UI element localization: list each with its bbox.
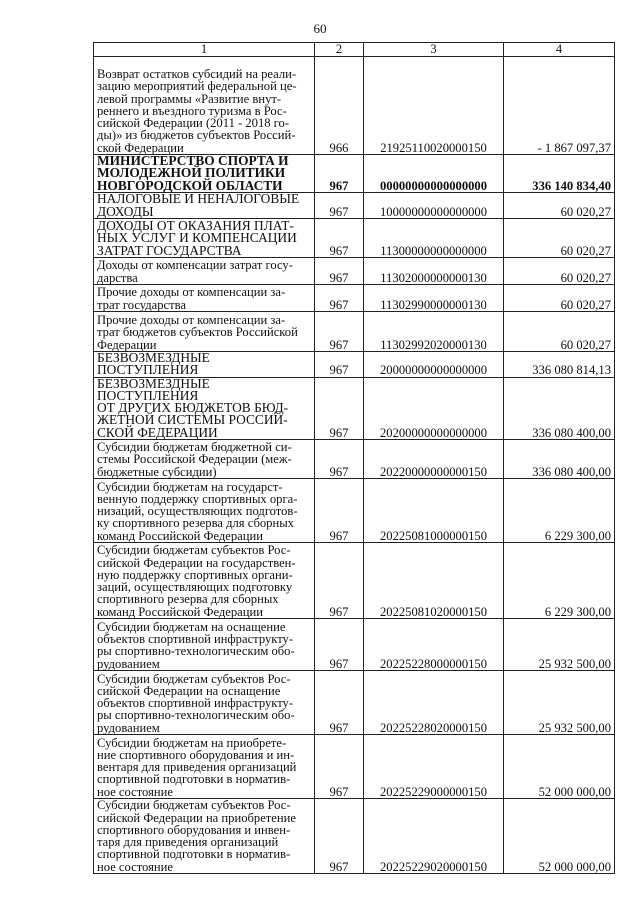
row-admin-code: 967 — [315, 258, 364, 285]
row-admin-code: 967 — [315, 735, 364, 799]
row-kbk-code: 20000000000000000 — [364, 352, 504, 378]
header-col-2: 2 — [315, 43, 364, 57]
table-header-row — [94, 43, 615, 57]
row-amount: 60 020,27 — [504, 193, 615, 219]
row-amount: 60 020,27 — [504, 312, 615, 352]
table-row — [94, 193, 615, 219]
row-kbk-code: 10000000000000000 — [364, 193, 504, 219]
row-amount: 60 020,27 — [504, 285, 615, 312]
row-name: Прочие доходы от компенсации за- трат бюджетов субъектов Российской Федерации — [97, 313, 298, 352]
row-admin-code: 966 — [315, 57, 364, 155]
table-row — [94, 543, 615, 619]
row-admin-code: 967 — [315, 543, 364, 619]
row-name: МИНИСТЕРСТВО СПОРТА И МОЛОДЕЖНОЙ ПОЛИТИКИ НОВГОРОДСКОЙ ОБЛАСТИ — [97, 153, 289, 193]
table-row — [94, 352, 615, 378]
row-kbk-code: 21925110020000150 — [364, 57, 504, 155]
table-row — [94, 285, 615, 312]
row-name: ДОХОДЫ ОТ ОКАЗАНИЯ ПЛАТ- НЫХ УСЛУГ И КОМПЕНСАЦИИ ЗАТРАТ ГОСУДАРСТВА — [97, 218, 297, 258]
row-name: НАЛОГОВЫЕ И НЕНАЛОГОВЫЕ ДОХОДЫ — [97, 191, 300, 219]
row-kbk-code: 11300000000000000 — [364, 219, 504, 258]
row-kbk-code: 11302990000000130 — [364, 285, 504, 312]
row-admin-code: 967 — [315, 312, 364, 352]
row-name: Субсидии бюджетам на государст- венную поддержку спортивных орга- низаций, осуществляющих подготов- ку спортивного резерва для сборных команд Российской Федерации — [97, 479, 298, 543]
row-name: Субсидии бюджетам на приобрете- ние спортивного оборудования и ин- вентаря для приведения организаций спортивной подготовки в норматив- ное состояние — [97, 735, 297, 799]
row-kbk-code: 11302000000000130 — [364, 258, 504, 285]
row-amount: 60 020,27 — [504, 258, 615, 285]
table-row — [94, 479, 615, 543]
table-row — [94, 799, 615, 874]
table-row — [94, 312, 615, 352]
row-admin-code: 967 — [315, 352, 364, 378]
row-kbk-code: 20225081020000150 — [364, 543, 504, 619]
row-amount: 336 140 834,40 — [504, 155, 615, 193]
row-amount: 60 020,27 — [504, 219, 615, 258]
row-kbk-code: 20225228020000150 — [364, 671, 504, 735]
header-col-1: 1 — [94, 43, 315, 57]
row-name: БЕЗВОЗМЕЗДНЫЕ ПОСТУПЛЕНИЯ — [97, 350, 210, 378]
row-admin-code: 967 — [315, 479, 364, 543]
row-name: Субсидии бюджетам субъектов Рос- сийской Федерации на оснащение объектов спортивной инфраструкту- ры спортивно-технологическим обо- рудованием — [97, 671, 295, 735]
row-amount: 336 080 400,00 — [504, 440, 615, 479]
row-name: БЕЗВОЗМЕЗДНЫЕ ПОСТУПЛЕНИЯ ОТ ДРУГИХ БЮДЖЕТОВ БЮД- ЖЕТНОЙ СИСТЕМЫ РОССИЙ- СКОЙ ФЕДЕРАЦИИ — [97, 375, 289, 440]
row-kbk-code: 11302992020000130 — [364, 312, 504, 352]
row-name: Прочие доходы от компенсации за- трат государства — [97, 285, 286, 312]
header-col-4: 4 — [504, 43, 615, 57]
row-kbk-code: 00000000000000000 — [364, 155, 504, 193]
row-name: Доходы от компенсации затрат госу- дарства — [97, 258, 293, 285]
table-row — [94, 57, 615, 155]
row-amount: 6 229 300,00 — [504, 479, 615, 543]
table-row — [94, 735, 615, 799]
row-kbk-code: 20225228000000150 — [364, 619, 504, 671]
row-name: Возврат остатков субсидий на реали- зацию мероприятий федеральной це- левой программы «Развитие внут- реннего и въездного туризма в Рос- сийской Федерации (2011 - 2018 го- ды)» из бюджетов субъектов Россий- ской Федерации — [97, 66, 297, 155]
row-kbk-code: 20200000000000000 — [364, 377, 504, 439]
row-admin-code: 967 — [315, 671, 364, 735]
row-admin-code: 967 — [315, 155, 364, 193]
row-admin-code: 967 — [315, 219, 364, 258]
header-col-3: 3 — [364, 43, 504, 57]
row-name: Субсидии бюджетам субъектов Рос- сийской Федерации на приобретение спортивного оборудования и инвен- таря для приведения организаций спортивной подготовки в норматив- ное состояние — [97, 798, 296, 874]
row-kbk-code: 20225229020000150 — [364, 799, 504, 874]
table-row — [94, 671, 615, 735]
row-name: Субсидии бюджетам на оснащение объектов спортивной инфраструкту- ры спортивно-технологическим обо- рудованием — [97, 619, 295, 671]
row-admin-code: 967 — [315, 619, 364, 671]
table-row — [94, 377, 615, 439]
row-admin-code: 967 — [315, 377, 364, 439]
row-amount: - 1 867 097,37 — [504, 57, 615, 155]
row-amount: 52 000 000,00 — [504, 799, 615, 874]
row-admin-code: 967 — [315, 285, 364, 312]
table-row — [94, 619, 615, 671]
table-row — [94, 440, 615, 479]
budget-revenue-table — [93, 42, 615, 874]
row-kbk-code: 20225229000000150 — [364, 735, 504, 799]
row-kbk-code: 20220000000000150 — [364, 440, 504, 479]
row-name: Субсидии бюджетам бюджетной си- стемы Российской Федерации (меж- бюджетные субсидии) — [97, 440, 292, 479]
row-admin-code: 967 — [315, 193, 364, 219]
table-row — [94, 258, 615, 285]
row-admin-code: 967 — [315, 440, 364, 479]
table-row — [94, 219, 615, 258]
row-amount: 336 080 814,13 — [504, 352, 615, 378]
row-amount: 25 932 500,00 — [504, 671, 615, 735]
table-row — [94, 155, 615, 193]
page-number: 60 — [313, 21, 327, 36]
row-amount: 52 000 000,00 — [504, 735, 615, 799]
row-amount: 336 080 400,00 — [504, 377, 615, 439]
row-amount: 25 932 500,00 — [504, 619, 615, 671]
row-name: Субсидии бюджетам субъектов Рос- сийской Федерации на государствен- ную поддержку спортивных органи- заций, осуществляющих подготовку спортивного резерва для сборных команд Российской Федерации — [97, 543, 296, 619]
row-amount: 6 229 300,00 — [504, 543, 615, 619]
row-kbk-code: 20225081000000150 — [364, 479, 504, 543]
row-admin-code: 967 — [315, 799, 364, 874]
